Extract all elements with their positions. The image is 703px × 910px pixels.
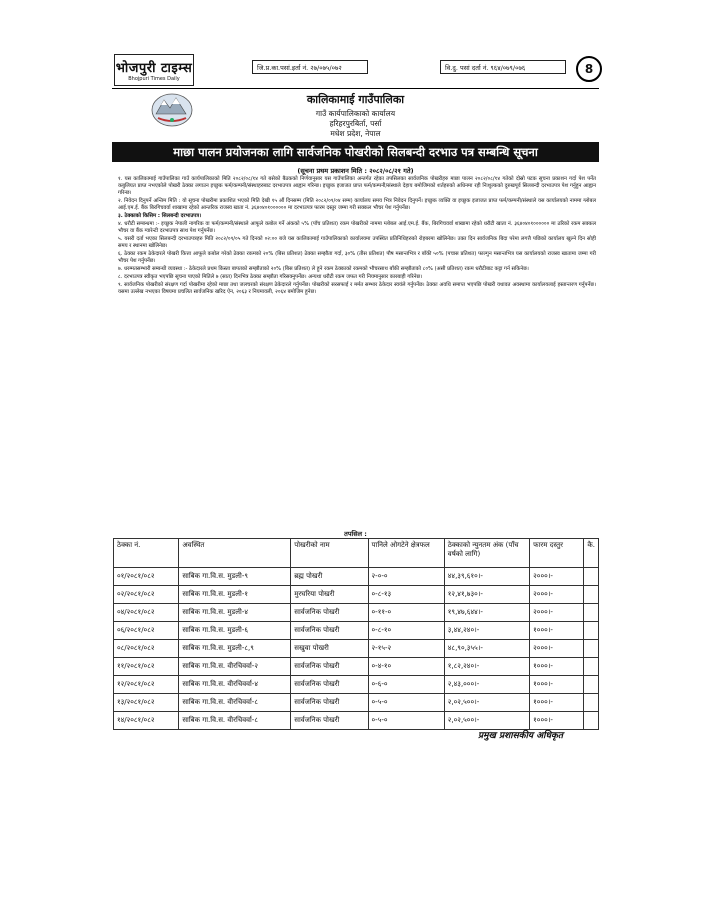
table-cell: २०००।- <box>530 640 584 658</box>
table-cell: साबिक गा.वि.स. मुडली-८,९ <box>179 640 291 658</box>
table-cell: १,८२,२४०।- <box>444 658 529 676</box>
table-cell: ०-४-१० <box>368 658 444 676</box>
table-cell: ०६/२०८१/०८२ <box>114 622 179 640</box>
table-cell: साबिक गा.वि.स. मुडली-६ <box>179 622 291 640</box>
table-cell: २,४३,०००।- <box>444 676 529 694</box>
notice-body <box>118 176 596 297</box>
registration-right: वि.दु. पसां दर्ता नं. ९६४/०७९/०७६ <box>440 60 566 74</box>
table-cell: ११/२०८१/०८२ <box>114 658 179 676</box>
table-row <box>114 604 599 622</box>
table-cell <box>584 658 599 676</box>
table-cell: ०४/२०८१/०८२ <box>114 604 179 622</box>
table-cell: १०००।- <box>530 622 584 640</box>
pond-table <box>113 538 599 730</box>
table-cell: साबिक गा.वि.स. वीरचिवर्वा-८ <box>179 694 291 712</box>
table-cell: १४/२०८१/०८२ <box>114 712 179 730</box>
paragraph-1: १. यस कालिकामाई गाउँपालिका गाउँ कार्यपालिकाको मिति २०८२/०८/१४ गते बसेको बैठकको निर्णयानुसार यस गाउँपालिका अन्तर्गत रहेका तपसिलका सार्वजनिक पोखरीहरु माछा पालन २०८२/०८/१४ गतेको दोस्रो पटक सूचना प्रकाशन गर्दा पेश पर्नेत कबुलियत प्राप्त नभएकोले पोखरी ठेक्का लगाउन इच्छुक फर्म/कम्पनी/संस्थाहरुबाट दरभाउपत्र आह्वान गरिन्छ। इच्छुक इजाजत प्राप्त फर्म/कम्पनी/संस्थाले देहाय बमोजिमको शर्तहरुको अधिनमा रही निःशुल्कको दुरुखपूर्व सिलबन्दी दरभाउपत्र पेश गर्नुहुन आह्वान गरिन्छ। <box>118 176 596 196</box>
col-area: पानिले ओगटेने क्षेत्रफल <box>368 539 444 568</box>
table-cell: २०००।- <box>530 568 584 586</box>
table-cell: सार्वजनिक पोखरी <box>291 622 368 640</box>
table-row <box>114 658 599 676</box>
table-cell: साबिक गा.वि.स. मुडली-१ <box>179 586 291 604</box>
office-header <box>112 92 599 139</box>
col-location: अवस्थित <box>179 539 291 568</box>
table-cell: १०००।- <box>530 658 584 676</box>
table-cell: २०००।- <box>530 586 584 604</box>
paragraph-3: ३. ठेक्काको किसिम : सिलबन्दी दरभाउपत्र। <box>118 213 202 219</box>
table-row <box>114 694 599 712</box>
notice-title: माछा पालन प्रयोजनका लागि सार्वजनिक पोखरीको सिलबन्दी दरभाउ पत्र सम्बन्धि सूचना <box>112 142 599 162</box>
table-cell: ०-५-० <box>368 694 444 712</box>
table-cell: ३,४४,२४०।- <box>444 622 529 640</box>
table-cell: साबिक गा.वि.स. मुडली-९ <box>179 568 291 586</box>
table-cell: २,०२,५००।- <box>444 712 529 730</box>
col-min-amount: ठेक्काको न्युनतम अंक (पाँच वर्षको लागि) <box>444 539 529 568</box>
table-cell: ०८/२०८१/०८२ <box>114 640 179 658</box>
table-cell: ०-११-० <box>368 604 444 622</box>
office-line-1: गाउँ कार्यपालिकाको कार्यालय <box>315 109 396 118</box>
table-cell: १२,४१,७३०।- <box>444 586 529 604</box>
table-cell: मुरघरिया पोखरी <box>291 586 368 604</box>
table-cell: सार्वजनिक पोखरी <box>291 694 368 712</box>
paragraph-4: ४. धरौटी सम्बन्धमा :- इच्छुक नेपाली नागरिक वा फर्म/कम्पनी/संस्थाले आफूले कबोल गर्ने अंकको ५% (पाँच प्रतिशत) रकम पोखरीको नाममा ग्लोबल आई.एम.ई. बैंक, बिरगिचवर्वा शाखामा रहेको धरौटी खाता नं. ३६४०४०१०००००० मा ठरिको रकम सक्कल भौचर वा बैंक ग्यारेन्टी दरभाउपत्र साथ पेश गर्नुपर्नेछ। <box>118 221 596 234</box>
paragraph-5: ५. यसरी दर्ता भएका सिलबन्दी दरभाउपत्रहरु मिति २०८२/०९/०५ गते दिनको ०२:०० बजे यस कालिकामाई गाउँपालिकाको कार्यालयमा उपस्थित प्रतिनिधिहरुको रोहबरमा खोलिनेछ। उक्त दिन सार्वजनिक बिदा परेमा लगत्तै पछिको कार्यालय खुल्ने दिन सोही समय र स्थानमा खोलिनेछ। <box>118 236 596 249</box>
table-cell: ०-६-० <box>368 676 444 694</box>
table-cell: ०-८-१३ <box>368 586 444 604</box>
table-cell: सार्वजनिक पोखरी <box>291 658 368 676</box>
table-cell: १०००।- <box>530 712 584 730</box>
table-row <box>114 676 599 694</box>
table-cell: सार्वजनिक पोखरी <box>291 712 368 730</box>
table-cell <box>584 568 599 586</box>
table-cell: ०२/२०८१/०८२ <box>114 586 179 604</box>
office-name: कालिकामाई गाउँपालिका <box>306 93 405 106</box>
table-cell: १०००।- <box>530 676 584 694</box>
signature: प्रमुख प्रशासकीय अधिकृत <box>478 731 564 741</box>
page-number: 8 <box>576 56 602 82</box>
table-cell: १२/२०८१/०८२ <box>114 676 179 694</box>
paragraph-8: ८. दरभाउपत्र स्वीकृत भएपछि सूचना पाएको मितिले ७ (सात) दिनभित्र ठेक्का सम्झौता गरिसक्नुपर्नेछ। अन्यथा धरौटी रकम जफत गरी नियमानुसार कारबाही गरिनेछ। <box>118 274 423 280</box>
table-cell: साबिक गा.वि.स. वीरचिवर्वा-२ <box>179 658 291 676</box>
table-header-row <box>114 539 599 568</box>
newspaper-logo <box>114 54 194 86</box>
table-cell: २,०२,५००।- <box>444 694 529 712</box>
registration-left: जि.प्र.का.पसां.इर्ता नं. २७/०७५/०७२ <box>252 60 368 74</box>
table-row <box>114 568 599 586</box>
paragraph-2: २. निवेदन दिनुपर्ने अन्तिम मिति : यो सूचना पोखरीमा प्रकाशित भएको मिति देखी १५ औं दिनसम्म (मिति २०८२/०९/०४ सम्म) कार्यालय समय भित्र निवेदन दिनुपर्ने। इच्छुक व्यक्ति वा इच्छुक इजाजत प्राप्त फर्म/कम्पनी/संस्थाले यस कार्यालयको नाममा ग्लोबल आई.एम.ई. बैंक बिरगिचवर्वा शाखामा रहेको आन्तरिक राजस्व खाता नं. ३६४०४०१०००००० मा दरभाउपत्र फारम दस्तुर जम्मा गरी सक्कल भौचर पेश गर्नुपर्नेछ। <box>118 198 596 211</box>
table-cell: ०१/२०८१/०८२ <box>114 568 179 586</box>
table-cell: साबिक गा.वि.स. वीरचिवर्वा-८ <box>179 712 291 730</box>
table-cell <box>584 622 599 640</box>
table-cell: साबिक गा.वि.स. मुडली-४ <box>179 604 291 622</box>
table-cell: ब्रह्म पोखरी <box>291 568 368 586</box>
col-form-fee: फारम दस्तुर <box>530 539 584 568</box>
table-cell: साबिक गा.वि.स. वीरचिवर्वा-४ <box>179 676 291 694</box>
table-cell: २०००।- <box>530 604 584 622</box>
table-cell <box>584 604 599 622</box>
table-cell <box>584 676 599 694</box>
table-cell: ४४,३९,६१०।- <box>444 568 529 586</box>
table-cell: सार्वजनिक पोखरी <box>291 676 368 694</box>
paragraph-7: ७. धरम्मतसम्भारी सम्बन्धी व्यवस्था :- ठेकेदारले प्रथम किस्ता बापतको सम्झौताको २०% (बिस प्रतिशत) ले हुने रकम ठेक्काको रकमको भौचरसाथ बाँकी सम्झौताको ८०% (असी प्रतिशत) रकम धरौटीबाट कट्टा गर्न सकिनेछ। <box>118 266 529 272</box>
table-cell <box>584 586 599 604</box>
table-cell: सार्वजनिक पोखरी <box>291 604 368 622</box>
table-cell: ०-८-१० <box>368 622 444 640</box>
table-row <box>114 712 599 730</box>
table-cell <box>584 694 599 712</box>
logo-subtext: Bhojpuri Times Daily <box>128 76 180 82</box>
masthead <box>112 52 599 89</box>
table-cell: २-०-० <box>368 568 444 586</box>
schedule-label: तपसिल : <box>344 530 367 538</box>
paragraph-6: ६. ठेक्का रकम ठेकेदारले पोखरी कित्ता आफूले कबोल गरेको ठेक्का रकमको २०% (बिस प्रतिशत) ठेक्का सम्झौता गर्दा, ३०% (तीस प्रतिशत) पौष मसान्तभित्र र बाँकी ५०% (पचास प्रतिशत) फाल्गुन मसान्तभित्र यस कार्यालयको राजस्व खातामा जम्मा गरी भौचर पेश गर्नुपर्नेछ। <box>118 251 596 264</box>
col-pond-name: पोखरीको नाम <box>291 539 368 568</box>
table-cell <box>584 712 599 730</box>
col-contract-no: ठेक्का नं. <box>114 539 179 568</box>
table-row <box>114 586 599 604</box>
table-cell: १९,४७,६४४।- <box>444 604 529 622</box>
table-cell: १०००।- <box>530 694 584 712</box>
col-remarks: कै. <box>584 539 599 568</box>
logo-text: भोजपुरी टाइम्स <box>115 61 193 76</box>
office-line-2: हरिहरपुरबिर्ता, पर्सा <box>329 119 382 128</box>
table-cell <box>584 640 599 658</box>
table-row <box>114 640 599 658</box>
table-cell: १३/२०८१/०८२ <box>114 694 179 712</box>
table-row <box>114 622 599 640</box>
publication-date: (सूचना प्रथम प्रकाशन मिति : २०८२/०८/२१ गते) <box>297 167 414 175</box>
office-line-3: मधेश प्रदेश, नेपाल <box>330 129 381 138</box>
table-cell: २-१५-२ <box>368 640 444 658</box>
table-cell: ०-५-० <box>368 712 444 730</box>
table-cell: ४८,९०,३५५।- <box>444 640 529 658</box>
paragraph-9: ९. सार्वजनिक पोखरीको संरक्षण गर्दा पोखरीमा रहेको माछा तथा जलचरको संरक्षण ठेकेदारले गर्नुपर्नेछ। पोखरीको सरसफाई र मर्मत सम्भार ठेकेदार स्वयंले गर्नुपर्नेछ। ठेक्का अवधि समाप्त भएपछि पोखरी यथावत अवस्थामा कार्यालयलाई हस्तान्तरण गर्नुपर्नेछ। यसमा उल्लेख नभएका विषयमा प्रचलित सार्वजनिक खरिद ऐन, २०६३ र नियमावली, २०६४ बमोजिम हुनेछ। <box>118 282 596 295</box>
table-cell: सखुवा पोखरी <box>291 640 368 658</box>
